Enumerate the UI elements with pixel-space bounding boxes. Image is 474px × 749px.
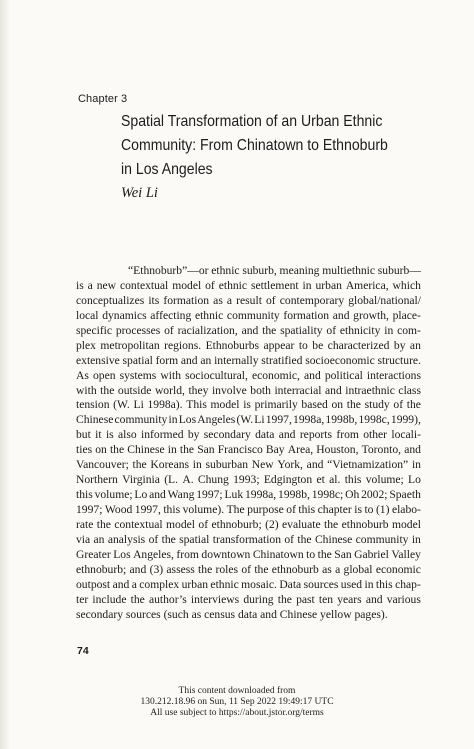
author-name: Wei Li	[121, 185, 158, 201]
body-line: via an analysis of the spatial transformation of the Chinese community in	[76, 532, 421, 546]
body-line: conceptualizes its formation as a result of contemporary global/national/	[76, 293, 421, 307]
body-line: this volume; Lo and Wang 1997; Luk 1998a, 1998b, 1998c; Oh 2002; Spaeth	[76, 488, 421, 502]
body-line: plex metropolitan regions. Ethnoburbs appear to be characterized by an	[76, 338, 421, 352]
body-line: Vancouver; the Koreans in suburban New York, and “Vietnamization” in	[76, 458, 421, 472]
body-line: outpost and a complex urban ethnic mosaic. Data sources used in this chap-	[76, 577, 421, 591]
body-line: tension (W. Li 1998a). This model is primarily based on the study of the	[76, 398, 421, 412]
body-line: As open systems with sociocultural, economic, and political interactions	[76, 368, 421, 382]
body-line: local dynamics affecting ethnic community formation and growth, place-	[76, 308, 421, 322]
chapter-title-line: in Los Angeles	[121, 161, 213, 178]
body-line: ties on the Chinese in the San Francisco Bay Area, Houston, Toronto, and	[76, 443, 421, 457]
body-line: ter include the author’s interviews during the past ten years and various	[76, 592, 421, 606]
footer-line: This content downloaded from	[178, 686, 296, 696]
body-paragraph	[76, 264, 421, 623]
page-edge-shadow	[0, 0, 10, 749]
body-line: extensive spatial form and an internally stratified socioeconomic structure.	[76, 353, 421, 367]
chapter-title-line: Spatial Transformation of an Urban Ethnic	[121, 113, 383, 130]
body-line: specific processes of racialization, and the spatiality of ethnicity in com-	[76, 323, 421, 337]
body-line: secondary sources (such as census data and Chinese yellow pages).	[76, 607, 388, 621]
body-line: but it is also informed by secondary data and reports from other locali-	[76, 428, 421, 442]
body-line: is a new contextual model of ethnic settlement in urban America, which	[76, 278, 421, 292]
chapter-title-line: Community: From Chinatown to Ethnoburb	[121, 137, 388, 154]
body-line: Northern Virginia (L. A. Chung 1993; Edgington et al. this volume; Lo	[76, 473, 421, 487]
jstor-footer	[0, 686, 474, 719]
page-number: 74	[77, 645, 89, 657]
body-line: ethnoburb; and (3) assess the roles of the ethnoburb as a global economic	[76, 562, 421, 576]
body-line: Chinese community in Los Angeles (W. Li 1997, 1998a, 1998b, 1998c, 1999),	[76, 413, 421, 427]
footer-line: 130.212.18.96 on Sun, 11 Sep 2022 19:49:17 UTC	[140, 697, 334, 707]
body-line: Greater Los Angeles, from downtown Chinatown to the San Gabriel Valley	[76, 547, 421, 561]
body-line: rate the contextual model of ethnoburb; (2) evaluate the ethnoburb model	[76, 517, 421, 531]
body-line: “Ethnoburb”—or ethnic suburb, meaning multiethnic suburb—	[128, 264, 421, 277]
chapter-title	[121, 110, 420, 182]
body-line: with the outside world, they involve both interracial and intraethnic class	[76, 383, 421, 397]
chapter-label: Chapter 3	[78, 93, 128, 105]
footer-line: All use subject to https://about.jstor.org/terms	[150, 708, 324, 718]
body-line: 1997; Wood 1997, this volume). The purpose of this chapter is to (1) elabo-	[76, 503, 421, 516]
